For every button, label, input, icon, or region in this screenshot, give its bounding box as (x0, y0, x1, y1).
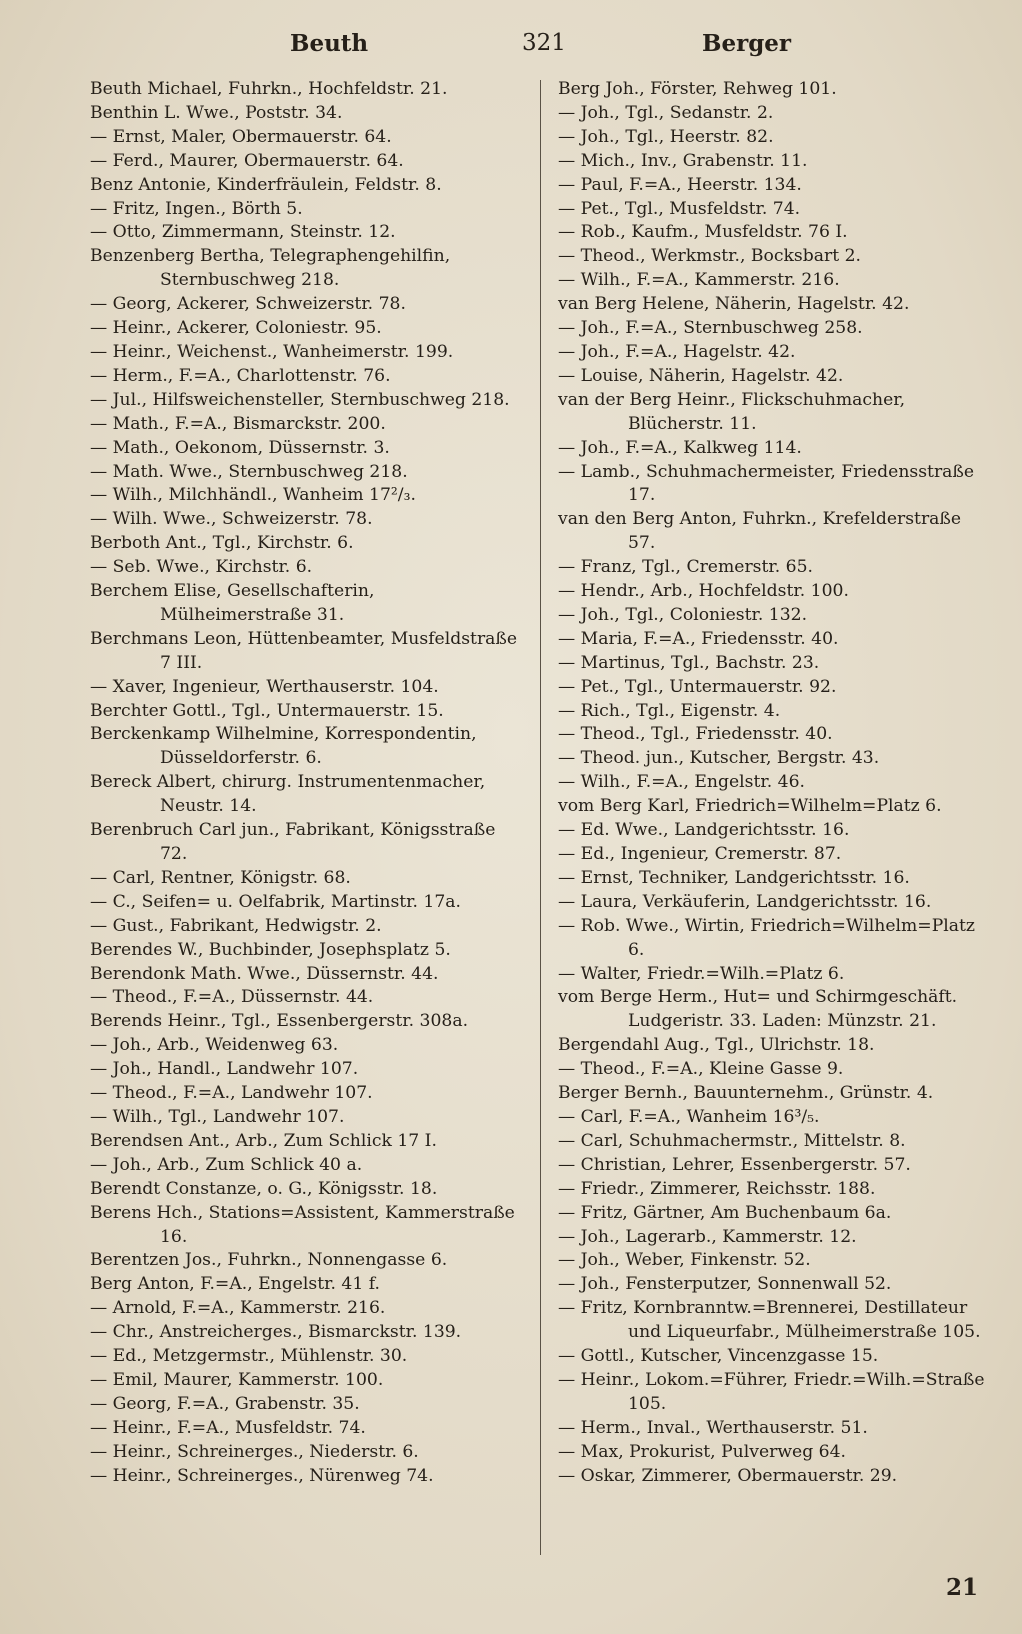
directory-entry: — Oskar, Zimmerer, Obermauerstr. 29. (558, 1465, 898, 1486)
directory-entry: — Theod. jun., Kutscher, Bergstr. 43. (558, 748, 880, 769)
directory-entry: — Joh., F.=A., Kalkweg 114. (558, 437, 802, 458)
directory-entry: — Theod., F.=A., Kleine Gasse 9. (558, 1059, 844, 1080)
directory-entry: van den Berg Anton, Fuhrkn., Krefelderstraße 57. (558, 509, 962, 554)
directory-entry: — Paul, F.=A., Heerstr. 134. (558, 174, 802, 195)
directory-entry: Berchmans Leon, Hüttenbeamter, Musfeldstraße 7 III. (90, 628, 518, 673)
directory-entry: Berchter Gottl., Tgl., Untermauerstr. 15. (90, 700, 444, 721)
directory-entry: Bereck Albert, chirurg. Instrumentenmacher, Neustr. 14. (90, 772, 486, 817)
directory-entry: — Fritz, Kornbranntw.=Brennerei, Destillateur und Liqueurfabr., Mülheimerstraße 105. (558, 1298, 981, 1343)
directory-entry: — Franz, Tgl., Cremerstr. 65. (558, 557, 813, 578)
directory-entry: Berg Anton, F.=A., Engelstr. 41 f. (90, 1274, 380, 1295)
directory-entry: — Carl, Schuhmachermstr., Mittelstr. 8. (558, 1130, 906, 1151)
directory-entry: — Arnold, F.=A., Kammerstr. 216. (90, 1298, 386, 1319)
directory-entry: — Pet., Tgl., Untermauerstr. 92. (558, 676, 837, 697)
directory-entry: — Jul., Hilfsweichensteller, Sternbuschweg 218. (90, 389, 510, 410)
directory-entry: — C., Seifen= u. Oelfabrik, Martinstr. 17a. (90, 891, 462, 912)
directory-entry: vom Berge Herm., Hut= und Schirmgeschäft. Ludgeristr. 33. Laden: Münzstr. 21. (558, 987, 958, 1032)
directory-entry: Berendsen Ant., Arb., Zum Schlick 17 I. (90, 1130, 437, 1151)
header-right-word: Berger (702, 30, 792, 57)
directory-entry: — Hendr., Arb., Hochfeldstr. 100. (558, 581, 849, 602)
directory-entry: — Wilh., F.=A., Kammerstr. 216. (558, 270, 840, 291)
directory-entry: — Maria, F.=A., Friedensstr. 40. (558, 628, 839, 649)
directory-entry: — Carl, F.=A., Wanheim 16³/₅. (558, 1106, 820, 1127)
directory-entry: — Joh., Fensterputzer, Sonnenwall 52. (558, 1274, 892, 1295)
directory-entry: Berg Joh., Förster, Rehweg 101. (558, 79, 837, 99)
directory-entry: — Seb. Wwe., Kirchstr. 6. (90, 557, 313, 578)
directory-entry: — Mich., Inv., Grabenstr. 11. (558, 150, 808, 171)
page-header (90, 30, 970, 64)
directory-entry: Berends Heinr., Tgl., Essenbergerstr. 308a. (90, 1011, 469, 1032)
directory-entry: — Otto, Zimmermann, Steinstr. 12. (90, 222, 396, 243)
directory-entry: — Rob., Kaufm., Musfeldstr. 76 I. (558, 222, 848, 243)
directory-entry: — Georg, Ackerer, Schweizerstr. 78. (90, 294, 406, 315)
directory-entry: — Rob. Wwe., Wirtin, Friedrich=Wilhelm=Platz 6. (558, 915, 975, 960)
directory-entry: — Joh., F.=A., Hagelstr. 42. (558, 341, 796, 362)
directory-entry: — Gust., Fabrikant, Hedwigstr. 2. (90, 915, 382, 936)
directory-entry: — Theod., F.=A., Landwehr 107. (90, 1083, 373, 1104)
directory-entry: Berendes W., Buchbinder, Josephsplatz 5. (90, 939, 451, 960)
page-number: 321 (522, 30, 566, 56)
directory-entry: — Heinr., Ackerer, Coloniestr. 95. (90, 318, 382, 339)
directory-entry: Berens Hch., Stations=Assistent, Kammerstraße 16. (90, 1202, 515, 1247)
directory-entry: — Heinr., Schreinerges., Niederstr. 6. (90, 1441, 419, 1462)
directory-entry: — Ed., Ingenieur, Cremerstr. 87. (558, 844, 842, 864)
directory-entry: — Ed., Metzgermstr., Mühlenstr. 30. (90, 1346, 408, 1367)
directory-entry: — Joh., Arb., Zum Schlick 40 a. (90, 1154, 363, 1175)
directory-entry: Berendt Constanze, o. G., Königsstr. 18. (90, 1178, 438, 1199)
directory-entry: — Xaver, Ingenieur, Werthauserstr. 104. (90, 676, 439, 697)
directory-entry: — Joh., Arb., Weidenweg 63. (90, 1035, 339, 1056)
directory-entry: — Heinr., Weichenst., Wanheimerstr. 199. (90, 341, 454, 362)
directory-entry: Benthin L. Wwe., Poststr. 34. (90, 102, 343, 123)
directory-entry: — Wilh. Wwe., Schweizerstr. 78. (90, 509, 373, 530)
directory-entry: — Martinus, Tgl., Bachstr. 23. (558, 652, 820, 673)
directory-entry: — Herm., Inval., Werthauserstr. 51. (558, 1417, 868, 1438)
left-column (90, 78, 522, 1488)
directory-entry: — Math., Oekonom, Düssernstr. 3. (90, 437, 390, 458)
directory-entry: — Lamb., Schuhmachermeister, Friedensstraße 17. (558, 461, 975, 506)
directory-entry: — Math. Wwe., Sternbuschweg 218. (90, 461, 408, 482)
directory-entry: — Joh., Lagerarb., Kammerstr. 12. (558, 1226, 857, 1247)
directory-entry: — Joh., F.=A., Sternbuschweg 258. (558, 318, 863, 339)
directory-entry: Berchem Elise, Gesellschafterin, Mülheimerstraße 31. (90, 581, 375, 625)
directory-entry: — Math., F.=A., Bismarckstr. 200. (90, 413, 386, 434)
directory-entry: — Ernst, Maler, Obermauerstr. 64. (90, 126, 392, 147)
directory-entry: — Heinr., Lokom.=Führer, Friedr.=Wilh.=Straße 105. (558, 1369, 985, 1414)
signature-number: 21 (946, 1574, 979, 1601)
directory-entry: — Louise, Näherin, Hagelstr. 42. (558, 365, 844, 386)
directory-entry: — Emil, Maurer, Kammerstr. 100. (90, 1369, 384, 1390)
directory-entry: — Heinr., Schreinerges., Nürenweg 74. (90, 1465, 434, 1486)
directory-entry: — Gottl., Kutscher, Vincenzgasse 15. (558, 1346, 879, 1367)
directory-entry: Berckenkamp Wilhelmine, Korrespondentin, Düsseldorferstr. 6. (90, 724, 477, 769)
directory-entry: — Joh., Tgl., Coloniestr. 132. (558, 604, 808, 625)
directory-entry: — Chr., Anstreicherges., Bismarckstr. 139. (90, 1322, 462, 1343)
directory-entry: — Theod., Werkmstr., Bocksbart 2. (558, 246, 861, 267)
directory-entry: — Joh., Tgl., Heerstr. 82. (558, 126, 774, 147)
directory-entry: vom Berg Karl, Friedrich=Wilhelm=Platz 6. (558, 796, 942, 817)
directory-entry: — Friedr., Zimmerer, Reichsstr. 188. (558, 1178, 876, 1199)
directory-entry: — Walter, Friedr.=Wilh.=Platz 6. (558, 963, 845, 984)
directory-entry: — Georg, F.=A., Grabenstr. 35. (90, 1393, 360, 1414)
directory-entry: Berboth Ant., Tgl., Kirchstr. 6. (90, 533, 354, 554)
directory-entry: — Joh., Weber, Finkenstr. 52. (558, 1250, 811, 1271)
directory-entry: — Herm., F.=A., Charlottenstr. 76. (90, 365, 391, 386)
directory-entry: Benzenberg Bertha, Telegraphengehilfin, Sternbuschweg 218. (90, 246, 451, 291)
directory-entry: — Christian, Lehrer, Essenbergerstr. 57. (558, 1154, 911, 1175)
directory-entry: Beuth Michael, Fuhrkn., Hochfeldstr. 21. (90, 79, 448, 99)
directory-entry: — Heinr., F.=A., Musfeldstr. 74. (90, 1417, 366, 1438)
directory-entry: — Fritz, Ingen., Börth 5. (90, 198, 303, 219)
directory-entry: — Theod., Tgl., Friedensstr. 40. (558, 724, 833, 745)
directory-entry: — Rich., Tgl., Eigenstr. 4. (558, 700, 781, 721)
directory-entry: — Wilh., Milchhändl., Wanheim 17²/₃. (90, 485, 416, 506)
directory-entry: van Berg Helene, Näherin, Hagelstr. 42. (558, 294, 910, 315)
directory-entry: — Pet., Tgl., Musfeldstr. 74. (558, 198, 801, 219)
right-column (558, 78, 990, 1488)
directory-entry: — Theod., F.=A., Düssernstr. 44. (90, 987, 374, 1008)
directory-entry: — Fritz, Gärtner, Am Buchenbaum 6a. (558, 1202, 892, 1223)
column-divider (540, 80, 541, 1555)
directory-entry: — Ernst, Techniker, Landgerichtsstr. 16. (558, 867, 910, 888)
directory-entry: Berger Bernh., Bauunternehm., Grünstr. 4. (558, 1083, 934, 1104)
directory-entry: van der Berg Heinr., Flickschuhmacher, Blücherstr. 11. (558, 389, 906, 434)
directory-entry: — Ed. Wwe., Landgerichtsstr. 16. (558, 820, 850, 841)
directory-entry: — Laura, Verkäuferin, Landgerichtsstr. 16. (558, 891, 932, 912)
directory-entry: Benz Antonie, Kinderfräulein, Feldstr. 8. (90, 174, 442, 195)
directory-entry: — Ferd., Maurer, Obermauerstr. 64. (90, 150, 404, 171)
directory-entry: Berentzen Jos., Fuhrkn., Nonnengasse 6. (90, 1250, 448, 1271)
directory-entry: Berendonk Math. Wwe., Düssernstr. 44. (90, 963, 439, 984)
directory-entry: — Joh., Handl., Landwehr 107. (90, 1059, 359, 1080)
directory-entry: — Wilh., F.=A., Engelstr. 46. (558, 772, 805, 793)
header-left-word: Beuth (290, 30, 369, 57)
directory-entry: — Joh., Tgl., Sedanstr. 2. (558, 102, 774, 123)
directory-entry: Bergendahl Aug., Tgl., Ulrichstr. 18. (558, 1035, 875, 1056)
directory-entry: — Wilh., Tgl., Landwehr 107. (90, 1106, 345, 1127)
directory-entry: — Carl, Rentner, Königstr. 68. (90, 867, 351, 888)
directory-entry: Berenbruch Carl jun., Fabrikant, Königsstraße 72. (90, 820, 496, 864)
directory-entry: — Max, Prokurist, Pulverweg 64. (558, 1441, 847, 1462)
